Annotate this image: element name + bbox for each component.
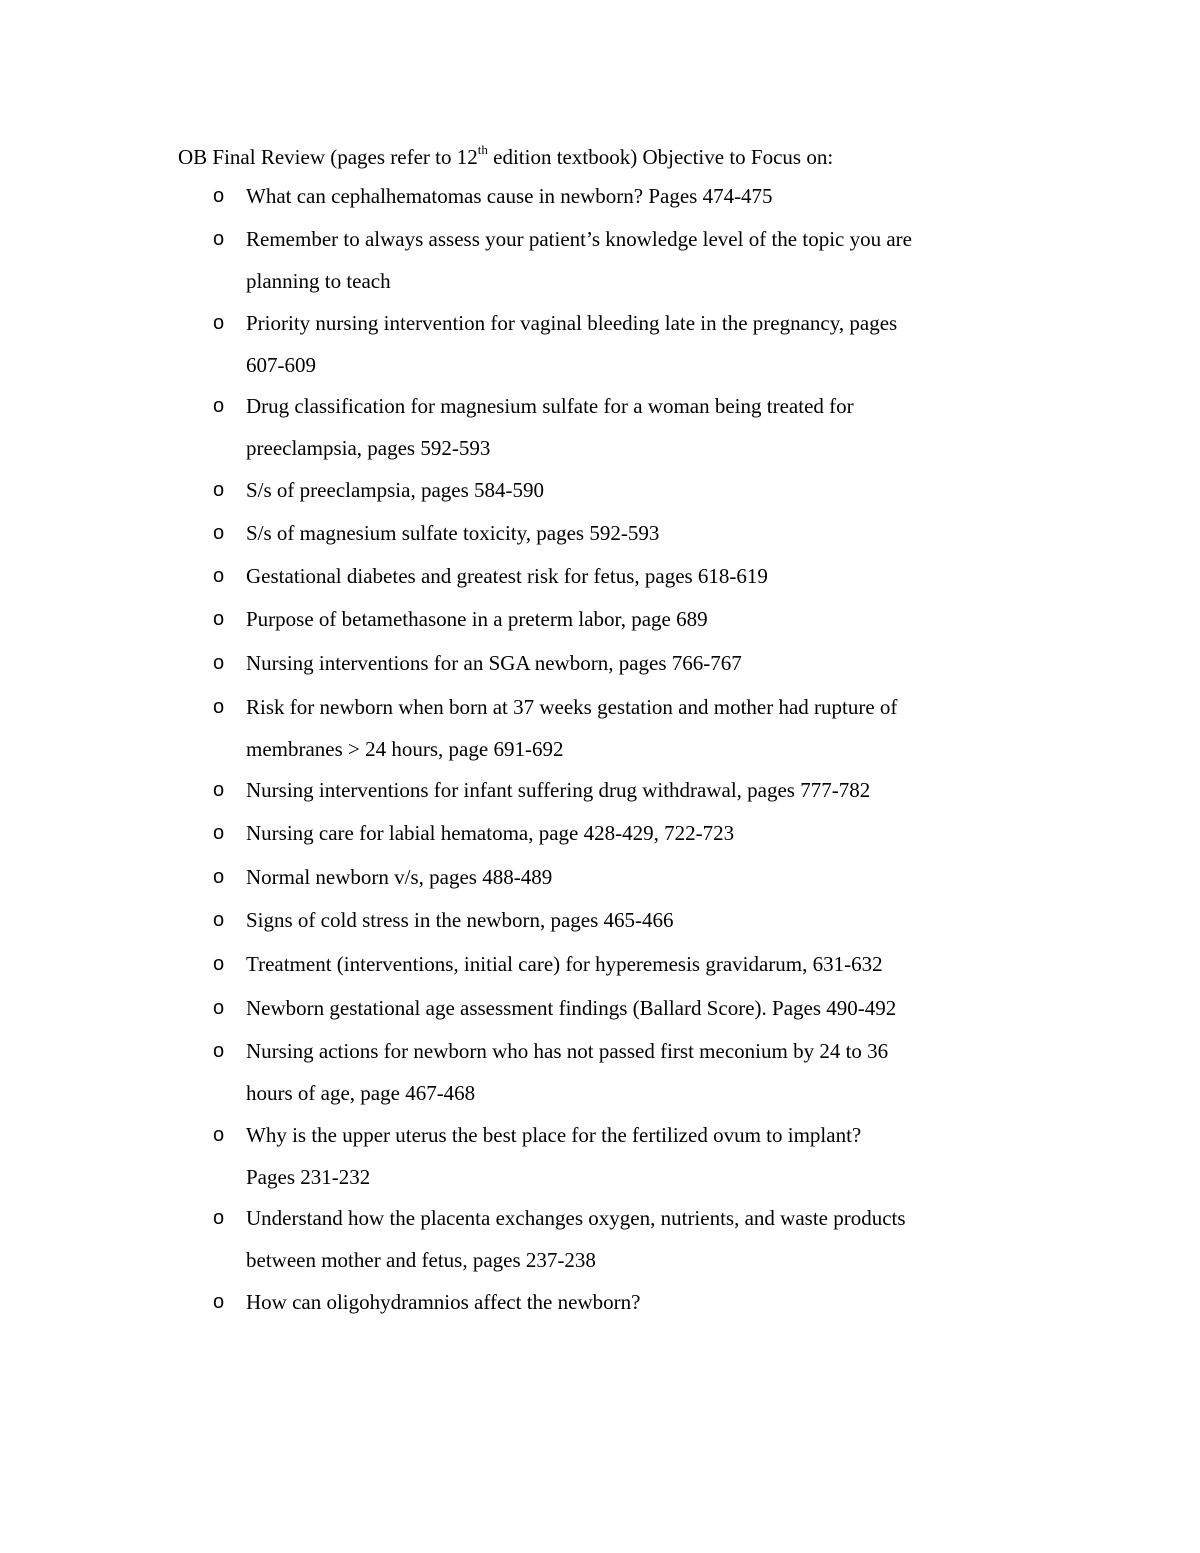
bullet-marker: o: [213, 565, 225, 587]
bullet-marker: o: [213, 652, 225, 674]
bullet-marker: o: [213, 1124, 225, 1146]
bullet-marker: o: [213, 822, 225, 844]
bullet-marker: o: [213, 909, 225, 931]
bullet-marker: o: [213, 779, 225, 801]
list-item-text: S/s of magnesium sulfate toxicity, pages 592-593: [246, 521, 660, 545]
bullet-marker: o: [213, 185, 225, 207]
document-title: [178, 142, 1078, 172]
list-item-text: Why is the upper uterus the best place for the fertilized ovum to implant? Pages 231-232: [246, 1123, 862, 1189]
bullet-marker: o: [213, 1040, 225, 1062]
bullet-marker: o: [213, 312, 225, 334]
list-item-text: Signs of cold stress in the newborn, pages 465-466: [246, 908, 674, 932]
list-item-text: Remember to always assess your patient’s knowledge level of the topic you are planning to teach: [246, 227, 912, 293]
bullet-marker: o: [213, 696, 225, 718]
bullet-marker: o: [213, 395, 225, 417]
list-item-text: Understand how the placenta exchanges oxygen, nutrients, and waste products between mother and fetus, pages 237-238: [246, 1206, 906, 1272]
bullet-marker: o: [213, 866, 225, 888]
list-item-text: Risk for newborn when born at 37 weeks gestation and mother had rupture of membranes > 24 hours, page 691-692: [246, 695, 898, 761]
bullet-marker: o: [213, 522, 225, 544]
bullet-marker: o: [213, 953, 225, 975]
list-item-text: Newborn gestational age assessment findings (Ballard Score). Pages 490-492: [246, 996, 897, 1020]
list-item-text: Nursing interventions for infant suffering drug withdrawal, pages 777-782: [246, 778, 871, 802]
bullet-marker: o: [213, 997, 225, 1019]
bullet-marker: o: [213, 608, 225, 630]
bullet-marker: o: [213, 1291, 225, 1313]
list-item-text: Nursing interventions for an SGA newborn, pages 766-767: [246, 651, 742, 675]
list-item-text: Priority nursing intervention for vaginal bleeding late in the pregnancy, pages 607-609: [246, 311, 898, 377]
list-item-text: Treatment (interventions, initial care) for hyperemesis gravidarum, 631-632: [246, 952, 883, 976]
title-superscript: th: [477, 142, 488, 157]
bullet-marker: o: [213, 479, 225, 501]
title-text-before: OB Final Review (pages refer to 12: [178, 145, 478, 169]
bullet-marker: o: [213, 228, 225, 250]
list-item-text: What can cephalhematomas cause in newborn? Pages 474-475: [246, 184, 773, 208]
list-item-text: Normal newborn v/s, pages 488-489: [246, 865, 553, 889]
list-item-text: Purpose of betamethasone in a preterm labor, page 689: [246, 607, 708, 631]
list-item-text: Nursing care for labial hematoma, page 428-429, 722-723: [246, 821, 735, 845]
list-item-text: How can oligohydramnios affect the newborn?: [246, 1290, 641, 1314]
list-item-text: Gestational diabetes and greatest risk for fetus, pages 618-619: [246, 564, 768, 588]
title-text-after: edition textbook) Objective to Focus on:: [487, 145, 834, 169]
list-item-text: Drug classification for magnesium sulfate for a woman being treated for preeclampsia, pages 592-593: [246, 394, 854, 460]
bullet-marker: o: [213, 1207, 225, 1229]
list-item-text: Nursing actions for newborn who has not passed first meconium by 24 to 36 hours of age, page 467-468: [246, 1039, 889, 1105]
list-item-text: S/s of preeclampsia, pages 584-590: [246, 478, 545, 502]
